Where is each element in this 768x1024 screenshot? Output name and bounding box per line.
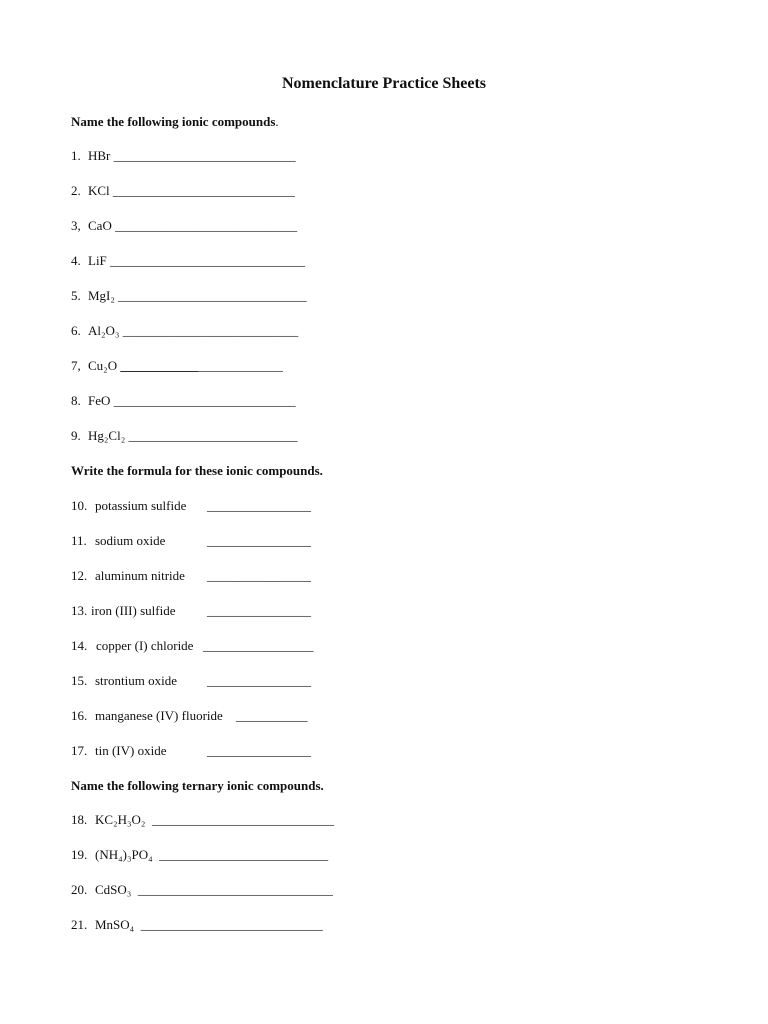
question-19 bbox=[71, 847, 328, 863]
compound-name: tin (IV) oxide bbox=[95, 743, 167, 758]
compound-formula: CaO bbox=[88, 218, 112, 233]
compound-name: aluminum nitride bbox=[95, 568, 185, 583]
question-number: 21. bbox=[71, 917, 88, 932]
question-number: 12. bbox=[71, 568, 88, 583]
question-7 bbox=[71, 358, 283, 374]
question-21 bbox=[71, 917, 323, 933]
compound-formula: Hg₂Cl₂ bbox=[88, 428, 126, 443]
compound-name: potassium sulfide bbox=[95, 498, 187, 513]
answer-blank[interactable]: ________________ bbox=[207, 673, 311, 688]
answer-blank[interactable]: ________________ bbox=[207, 603, 311, 618]
question-number: 15. bbox=[71, 673, 88, 688]
compound-formula: KC₂H₃O₂ bbox=[95, 812, 146, 827]
question-number: 11. bbox=[71, 533, 87, 548]
compound-formula: CdSO₃ bbox=[95, 882, 132, 897]
answer-blank[interactable]: ________________ bbox=[207, 743, 311, 758]
answer-blank-extension[interactable]: _____________ bbox=[198, 358, 283, 373]
page-title: Nomenclature Practice Sheets bbox=[281, 75, 487, 92]
question-number: 6. bbox=[71, 323, 81, 338]
question-number: 4. bbox=[71, 253, 81, 268]
question-18 bbox=[71, 812, 334, 828]
question-4 bbox=[71, 253, 305, 269]
question-16 bbox=[71, 708, 308, 724]
question-number: 14. bbox=[71, 638, 88, 653]
compound-name: strontium oxide bbox=[95, 673, 177, 688]
compound-formula: (NH₄)₃PO₄ bbox=[95, 847, 153, 862]
question-10 bbox=[71, 498, 311, 514]
compound-formula: MnSO₄ bbox=[95, 917, 135, 932]
question-number: 2. bbox=[71, 183, 81, 198]
question-number: 1. bbox=[71, 148, 81, 163]
question-14 bbox=[71, 638, 314, 654]
section-heading: Name the following ternary ionic compounds. bbox=[71, 778, 324, 793]
answer-blank[interactable]: ____________________________ bbox=[113, 148, 296, 163]
question-11 bbox=[71, 533, 311, 549]
answer-blank[interactable]: __________________________ bbox=[128, 428, 298, 443]
question-number: 19. bbox=[71, 847, 88, 862]
question-2 bbox=[71, 183, 295, 199]
question-13 bbox=[71, 603, 311, 619]
answer-blank[interactable]: ____________________________ bbox=[113, 393, 296, 408]
section-heading bbox=[71, 114, 279, 130]
compound-formula: FeO bbox=[88, 393, 111, 408]
compound-name: copper (I) chloride bbox=[96, 638, 194, 653]
compound-formula: HBr bbox=[88, 148, 111, 163]
answer-blank[interactable]: ______________________________ bbox=[137, 882, 333, 897]
question-5 bbox=[71, 288, 307, 304]
answer-blank[interactable]: ___________ bbox=[236, 708, 308, 723]
section-heading: Write the formula for these ionic compounds. bbox=[71, 463, 323, 478]
section-heading-text: Name the following ionic compounds bbox=[71, 114, 276, 129]
question-number: 18. bbox=[71, 812, 88, 827]
question-8 bbox=[71, 393, 296, 409]
question-6 bbox=[71, 323, 298, 339]
question-15 bbox=[71, 673, 311, 689]
question-3 bbox=[71, 218, 297, 234]
answer-blank[interactable]: ________________ bbox=[207, 498, 311, 513]
compound-formula: Cu₂O bbox=[88, 358, 118, 373]
compound-formula: Al₂O₃ bbox=[88, 323, 120, 338]
compound-name: iron (III) sulfide bbox=[91, 603, 176, 618]
answer-blank[interactable]: ____________________________ bbox=[112, 183, 295, 198]
question-number: 7, bbox=[71, 358, 81, 373]
question-number: 9. bbox=[71, 428, 81, 443]
question-number: 8. bbox=[71, 393, 81, 408]
compound-formula: KCl bbox=[88, 183, 110, 198]
question-20 bbox=[71, 882, 333, 898]
compound-name: sodium oxide bbox=[95, 533, 166, 548]
question-9 bbox=[71, 428, 298, 444]
compound-formula: MgI₂ bbox=[88, 288, 115, 303]
answer-blank[interactable]: _________________ bbox=[203, 638, 314, 653]
answer-blank[interactable]: _____________________________ bbox=[118, 288, 307, 303]
question-number: 3, bbox=[71, 218, 81, 233]
answer-blank[interactable]: ____________ bbox=[120, 358, 199, 373]
question-number: 20. bbox=[71, 882, 88, 897]
answer-blank[interactable]: ________________ bbox=[207, 568, 311, 583]
compound-name: manganese (IV) fluoride bbox=[95, 708, 223, 723]
section-heading-end: . bbox=[275, 114, 279, 129]
answer-blank[interactable]: ____________________________ bbox=[151, 812, 334, 827]
question-number: 17. bbox=[71, 743, 88, 758]
answer-blank[interactable]: ___________________________ bbox=[122, 323, 299, 338]
question-1 bbox=[71, 148, 296, 164]
question-12 bbox=[71, 568, 311, 584]
answer-blank[interactable]: ________________ bbox=[207, 533, 311, 548]
answer-blank[interactable]: ____________________________ bbox=[115, 218, 298, 233]
question-number: 16. bbox=[71, 708, 88, 723]
answer-blank[interactable]: ______________________________ bbox=[110, 253, 306, 268]
answer-blank[interactable]: __________________________ bbox=[159, 847, 329, 862]
question-number: 10. bbox=[71, 498, 88, 513]
compound-formula: LiF bbox=[88, 253, 107, 268]
question-number: 13. bbox=[71, 603, 88, 618]
question-17 bbox=[71, 743, 311, 759]
question-number: 5. bbox=[71, 288, 81, 303]
answer-blank[interactable]: ____________________________ bbox=[140, 917, 323, 932]
